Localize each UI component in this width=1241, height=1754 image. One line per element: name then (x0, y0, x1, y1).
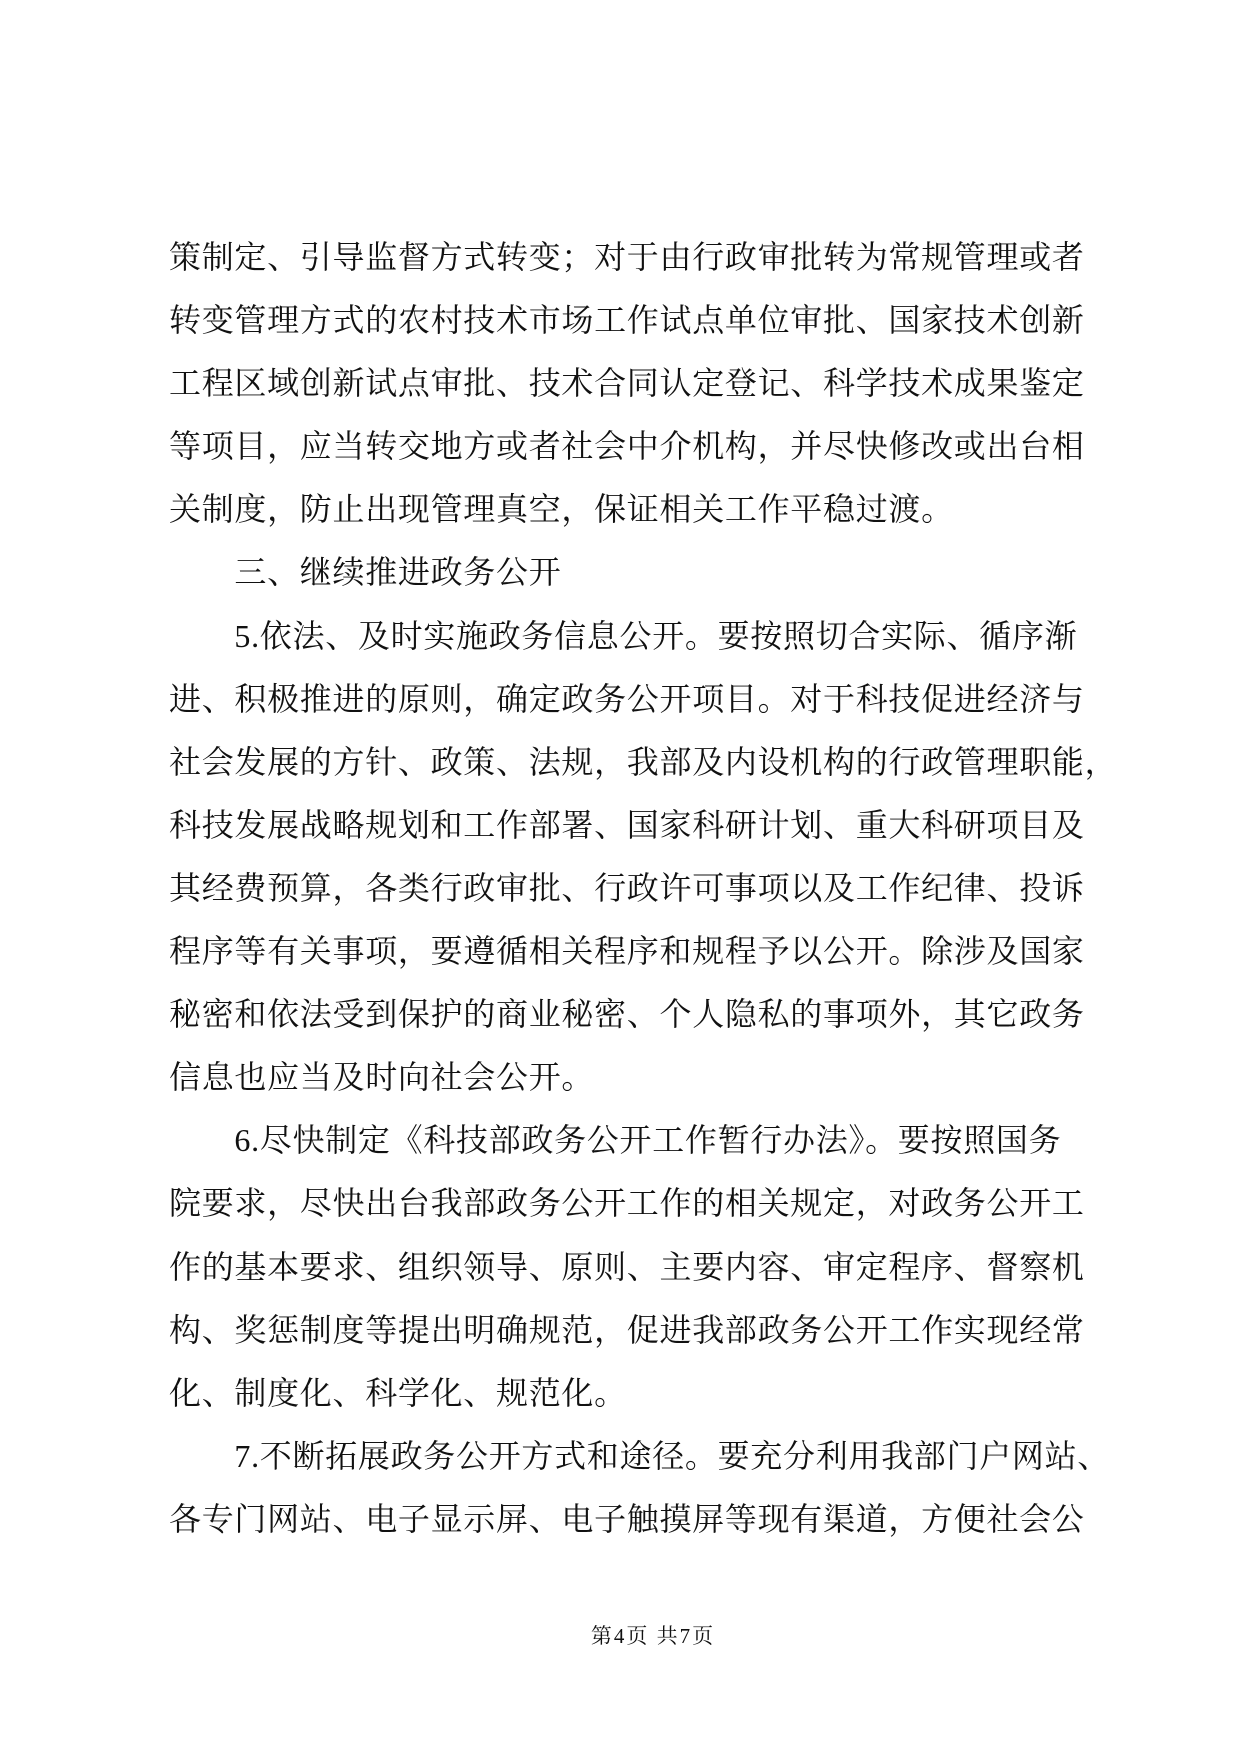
paragraph-item-7 (169, 1425, 1179, 1551)
text-line: 关制度，防止出现管理真空，保证相关工作平稳过渡。 (169, 491, 954, 528)
text-line: 5.依法、及时实施政务信息公开。要按照切合实际、循序渐 (234, 617, 1078, 654)
text-line: 转变管理方式的农村技术市场工作试点单位审批、国家技术创新 (169, 302, 1085, 339)
section-heading-text: 三、继续推进政务公开 (234, 554, 562, 591)
paragraph-item-5 (169, 605, 1179, 1110)
text-line: 科技发展战略规划和工作部署、国家科研计划、重大科研项目及 (169, 806, 1085, 843)
section-heading (169, 541, 1179, 604)
body-text (169, 226, 1179, 1551)
text-line: 各专门网站、电子显示屏、电子触摸屏等现有渠道，方便社会公 (169, 1500, 1085, 1537)
text-line: 7.不断拓展政务公开方式和途径。要充分利用我部门户网站、 (234, 1437, 1110, 1474)
text-line: 作的基本要求、组织领导、原则、主要内容、审定程序、督察机 (169, 1248, 1085, 1285)
text-line: 社会发展的方针、政策、法规，我部及内设机构的行政管理职能， (169, 743, 1118, 780)
text-line: 其经费预算，各类行政审批、行政许可事项以及工作纪律、投诉 (169, 869, 1085, 906)
text-line: 秘密和依法受到保护的商业秘密、个人隐私的事项外，其它政务 (169, 996, 1085, 1033)
text-line: 工程区域创新试点审批、技术合同认定登记、科学技术成果鉴定 (169, 365, 1085, 402)
text-line: 等项目，应当转交地方或者社会中介机构，并尽快修改或出台相 (169, 428, 1085, 465)
text-line: 策制定、引导监督方式转变；对于由行政审批转为常规管理或者 (169, 239, 1085, 275)
text-line: 进、积极推进的原则，确定政务公开项目。对于科技促进经济与 (169, 680, 1085, 717)
text-line: 信息也应当及时向社会公开。 (169, 1059, 595, 1096)
text-line: 6.尽快制定《科技部政务公开工作暂行办法》。要按照国务 (234, 1122, 1062, 1159)
continued-paragraph (169, 226, 1179, 541)
text-line: 化、制度化、科学化、规范化。 (169, 1374, 627, 1411)
paragraph-item-6 (169, 1109, 1179, 1424)
text-line: 院要求，尽快出台我部政务公开工作的相关规定，对政务公开工 (169, 1185, 1085, 1222)
page-number-footer: 第4页 共7页 (590, 1624, 716, 1648)
text-line: 构、奖惩制度等提出明确规范，促进我部政务公开工作实现经常 (169, 1311, 1085, 1348)
text-line: 程序等有关事项，要遵循相关程序和规程予以公开。除涉及国家 (169, 933, 1085, 970)
